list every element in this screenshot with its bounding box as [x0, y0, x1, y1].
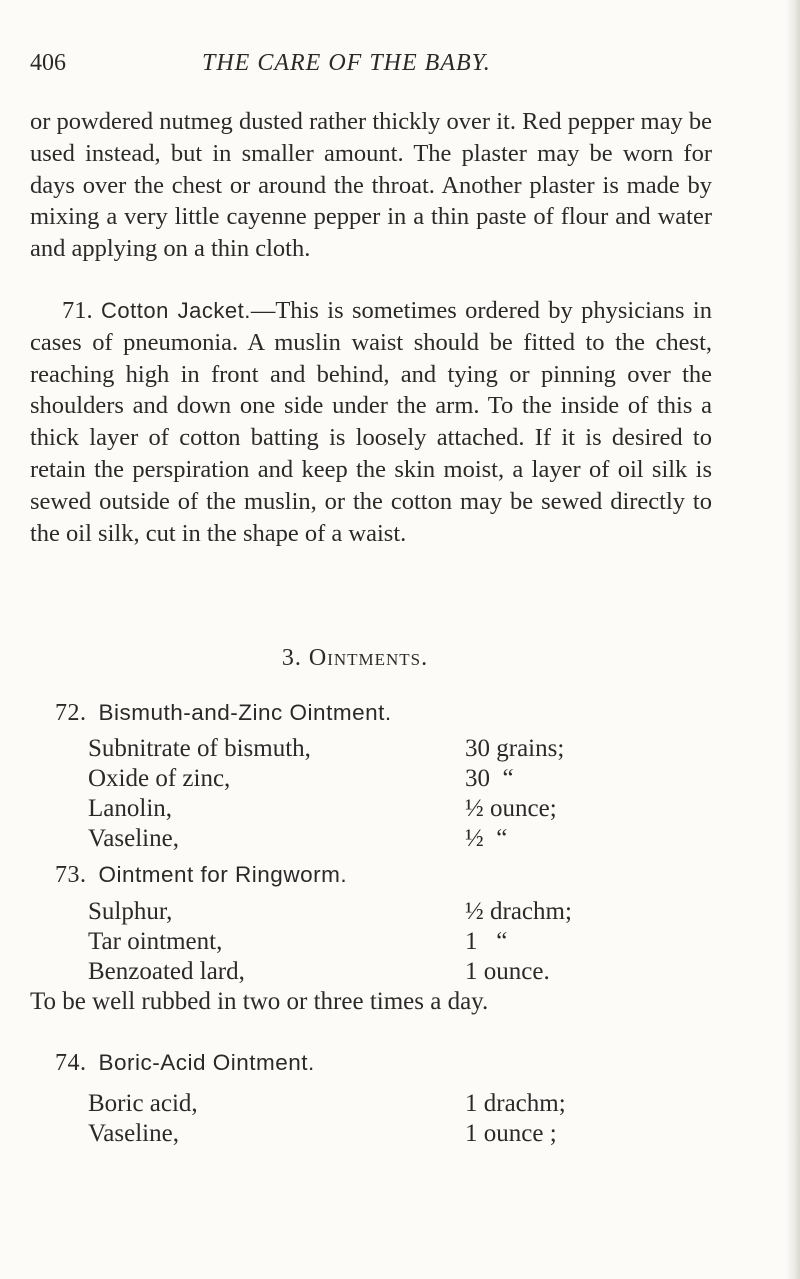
item-heading: Cotton Jacket.	[100, 298, 251, 323]
recipe-number: 73.	[55, 862, 87, 888]
page-header	[30, 50, 770, 84]
item-body: —This is sometimes ordered by physicians in cases of pneumonia. A muslin waist should be fitted to the chest, reaching high in front and behind, and tying or pinning over the shoulders and down one side under the arm. To the inside of this a thick layer of cotton batting is loosely attached. If it is desired to retain the perspiration and keep the skin moist, a layer of oil silk is sewed outside of the muslin, or the cotton may be sewed directly to the oil silk, cut in the shape of a waist.	[30, 297, 712, 547]
recipe-title	[55, 1050, 315, 1077]
ingredient-qty: 1 drachm;	[465, 1090, 566, 1117]
ingredient-qty: 1 ounce ;	[465, 1120, 557, 1147]
ingredient-name: Vaseline,	[88, 825, 179, 852]
recipe-name: Ointment for Ringworm.	[98, 862, 348, 887]
recipe-number: 72.	[55, 700, 87, 726]
ingredient-qty: ½ drachm;	[465, 898, 572, 925]
ingredient-qty: 1 “	[465, 928, 508, 955]
recipe-title	[55, 862, 347, 889]
ingredient-qty: 30 grains;	[465, 735, 565, 762]
ingredient-qty: 30 “	[465, 765, 514, 792]
running-title: THE CARE OF THE BABY.	[202, 50, 491, 76]
ingredient-qty: 1 ounce.	[465, 958, 550, 985]
recipe-number: 74.	[55, 1050, 87, 1076]
ingredient-name: Boric acid,	[88, 1090, 198, 1117]
ingredient-name: Sulphur,	[88, 898, 173, 925]
recipe-note: To be well rubbed in two or three times a day.	[30, 988, 489, 1015]
ingredient-name: Tar ointment,	[88, 928, 223, 955]
recipe-name: Bismuth-and-Zinc Ointment.	[98, 700, 392, 725]
ingredient-qty: ½ “	[465, 825, 508, 852]
paragraph-plaster: or powdered nutmeg dusted rather thickly over it. Red pepper may be used instead, but in smaller amount. The plaster may be worn for days over the chest or around the throat. Another plaster is made by mixing a very little cayenne pepper in a thin paste of flour and water and applying on a thin cloth.	[30, 108, 712, 263]
item-number: 71.	[62, 297, 93, 324]
section-title: Ointments.	[308, 645, 429, 671]
section-heading	[0, 645, 755, 672]
ingredient-name: Oxide of zinc,	[88, 765, 231, 792]
recipe-title	[55, 700, 392, 727]
section-number: 3.	[281, 645, 302, 671]
ingredient-qty: ½ ounce;	[465, 795, 557, 822]
ingredient-name: Subnitrate of bismuth,	[88, 735, 311, 762]
ingredient-name: Lanolin,	[88, 795, 173, 822]
page-number: 406	[30, 50, 66, 76]
ingredient-name: Vaseline,	[88, 1120, 179, 1147]
paragraph-cotton-jacket	[30, 295, 712, 549]
recipe-name: Boric-Acid Ointment.	[98, 1050, 315, 1075]
ingredient-name: Benzoated lard,	[88, 958, 245, 985]
page-edge-shadow	[786, 0, 800, 1279]
